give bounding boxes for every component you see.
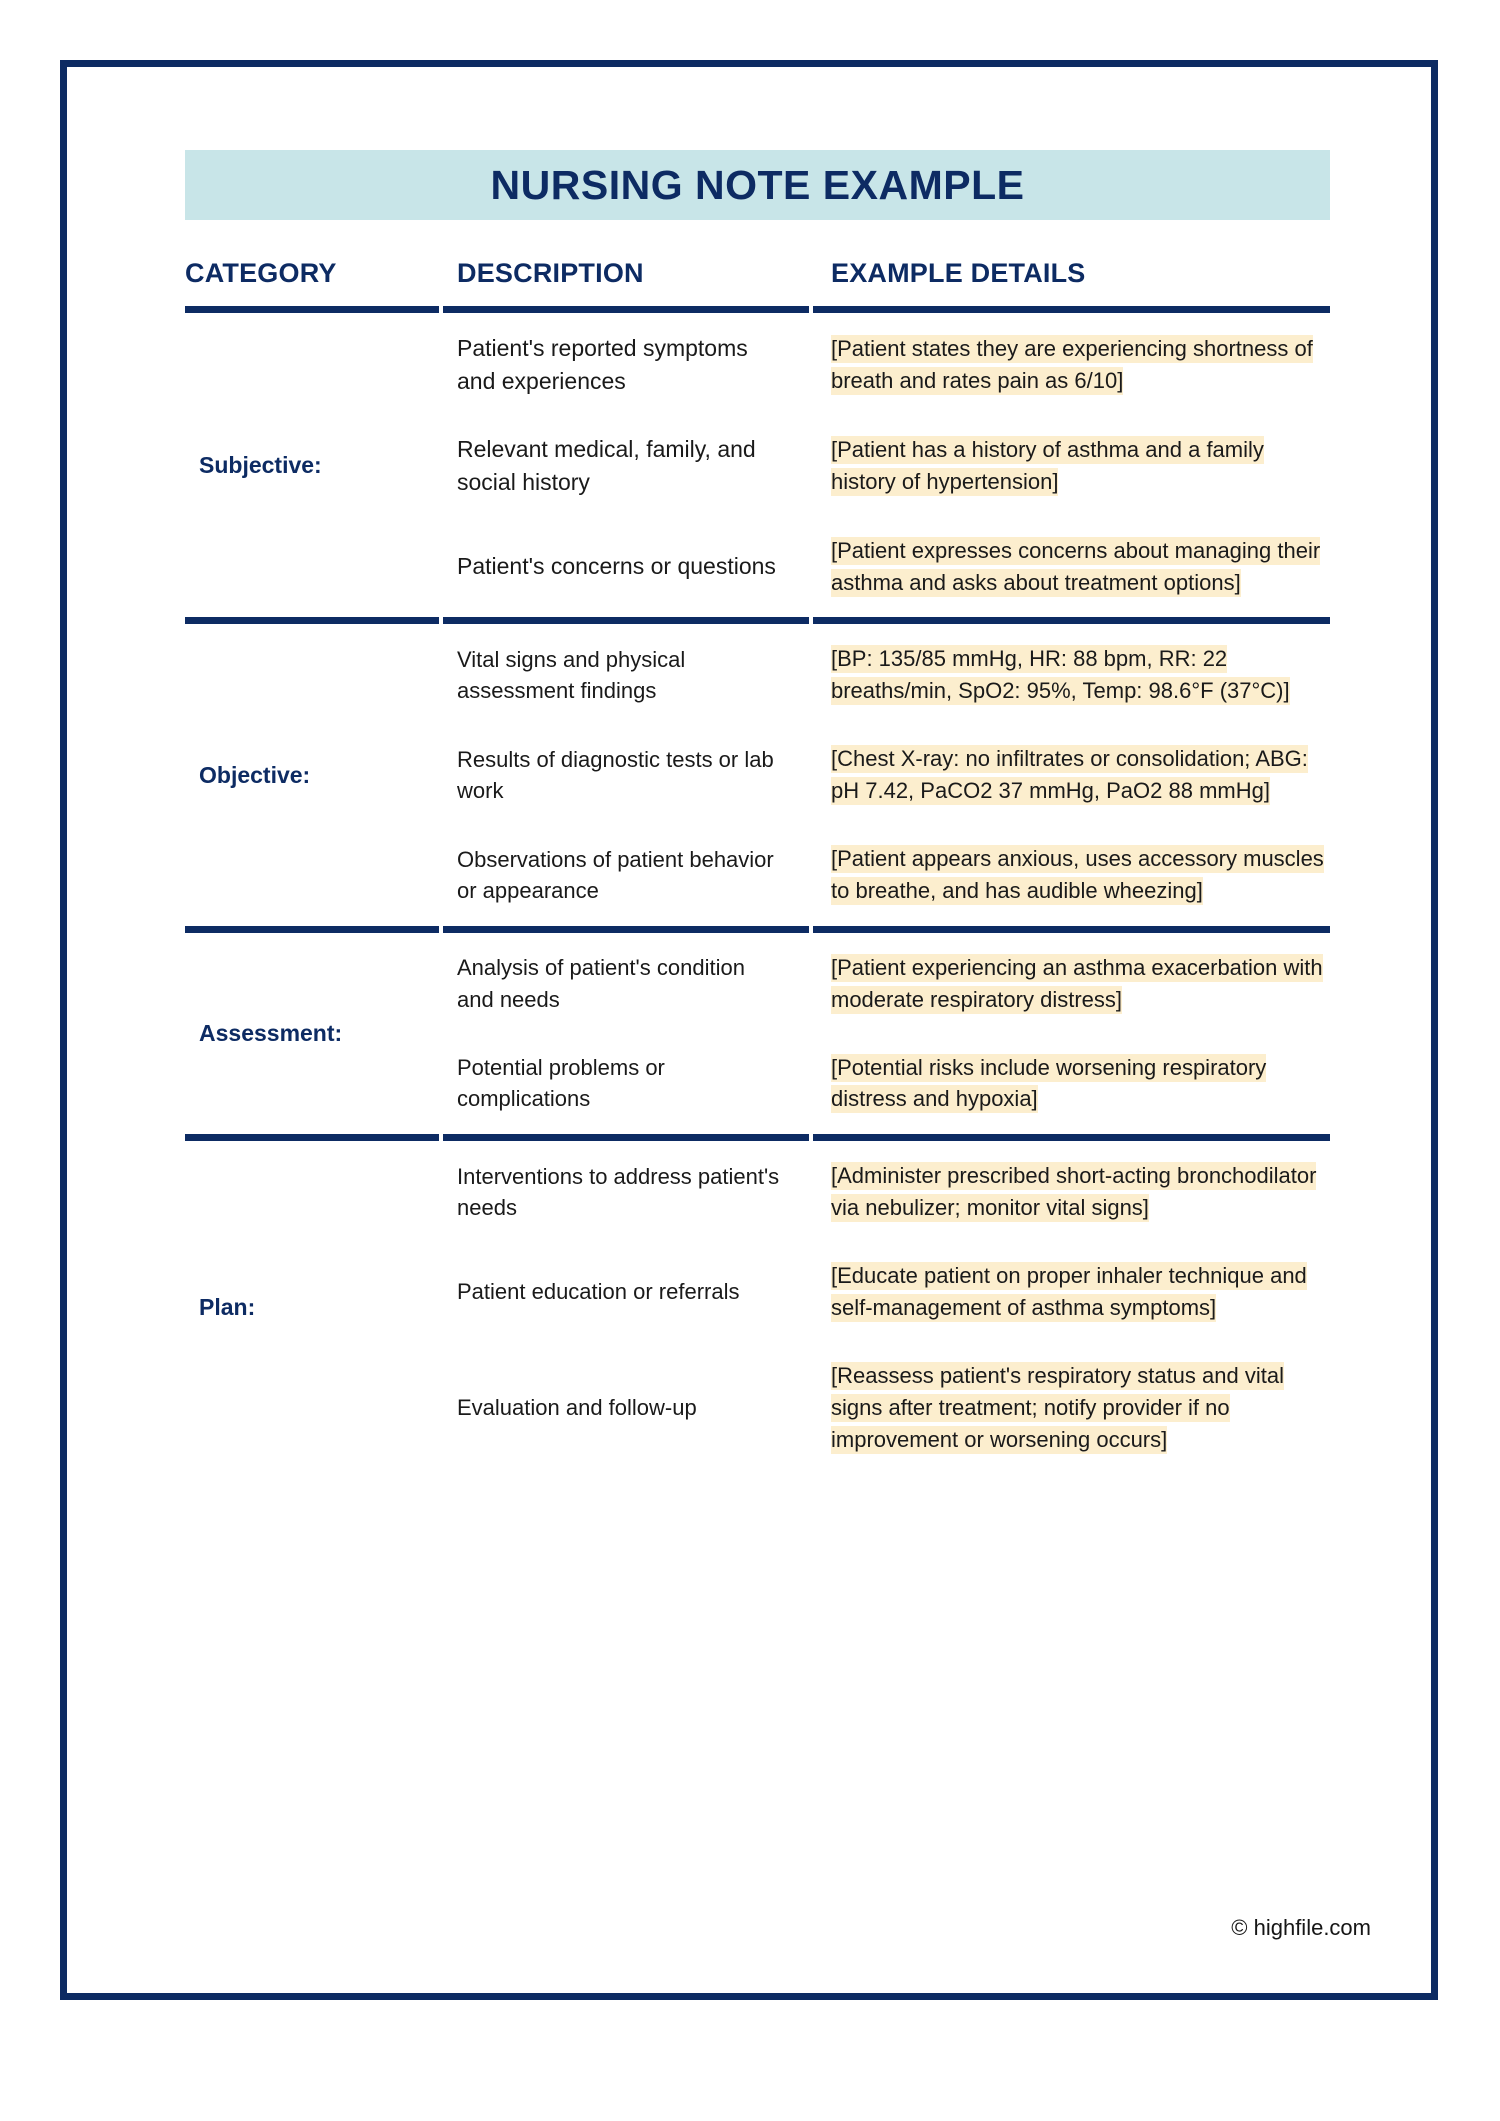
section-divider [185, 616, 1330, 625]
section-divider [185, 305, 1330, 314]
description-text: Results of diagnostic tests or lab work [457, 746, 774, 804]
description-text: Relevant medical, family, and social history [457, 436, 756, 495]
table-row [185, 625, 1330, 725]
description-text: Interventions to address patient's needs [457, 1163, 780, 1221]
document-content [185, 150, 1330, 1474]
example-detail-cell [813, 314, 1330, 415]
category-label: Plan: [199, 1294, 256, 1321]
example-detail-cell [813, 1034, 1330, 1134]
table-body [185, 305, 1330, 1474]
description-text: Patient's reported symptoms and experiences [457, 335, 748, 394]
table-row [185, 934, 1330, 1034]
description-text: Analysis of patient's condition and needs [457, 955, 745, 1012]
category-label: Subjective: [199, 451, 322, 478]
example-detail-text: [Administer prescribed short-acting bronchodilator via nebulizer; monitor vital signs] [831, 1163, 1317, 1221]
example-detail-cell [813, 1142, 1330, 1242]
column-header-category: CATEGORY [185, 258, 337, 288]
footer-credit: © highfile.com [1231, 1915, 1371, 1940]
example-detail-cell [813, 825, 1330, 925]
example-detail-text: [Patient expresses concerns about managing their asthma and asks about treatment options] [831, 537, 1321, 595]
example-detail-text: [Reassess patient's respiratory status and vital signs after treatment; notify provider if no improvement or worsening occurs] [831, 1362, 1284, 1452]
example-detail-cell [813, 517, 1330, 617]
column-header-description: DESCRIPTION [457, 258, 644, 288]
description-text: Patient's concerns or questions [457, 553, 776, 580]
example-detail-cell [813, 1242, 1330, 1342]
section-divider [185, 925, 1330, 934]
example-detail-text: [Educate patient on proper inhaler technique and self-management of asthma symptoms] [831, 1263, 1307, 1320]
nursing-note-table [185, 258, 1330, 1474]
example-detail-cell [813, 625, 1330, 725]
example-detail-text: [BP: 135/85 mmHg, HR: 88 bpm, RR: 22 breaths/min, SpO2: 95%, Temp: 98.6°F (37°C)] [831, 646, 1290, 704]
example-detail-text: [Patient experiencing an asthma exacerbation with moderate respiratory distress] [831, 954, 1323, 1012]
table-header-row [185, 258, 1330, 305]
page-title: NURSING NOTE EXAMPLE [490, 161, 1025, 208]
description-text: Observations of patient behavior or appearance [457, 846, 774, 903]
description-text: Potential problems or complications [457, 1055, 665, 1112]
example-detail-text: [Chest X-ray: no infiltrates or consolidation; ABG: pH 7.42, PaCO2 37 mmHg, PaO2 88 mmHg] [831, 746, 1308, 804]
category-label: Assessment: [199, 1020, 343, 1047]
table-row [185, 1142, 1330, 1242]
example-detail-cell [813, 415, 1330, 516]
example-detail-text: [Patient appears anxious, uses accessory muscles to breathe, and has audible wheezing] [831, 845, 1324, 903]
example-detail-cell [813, 725, 1330, 825]
description-text: Patient education or referrals [457, 1279, 740, 1305]
column-header-details: EXAMPLE DETAILS [831, 258, 1086, 288]
example-detail-cell [813, 934, 1330, 1034]
example-detail-text: [Patient states they are experiencing shortness of breath and rates pain as 6/10] [831, 335, 1313, 393]
description-text: Evaluation and follow-up [457, 1395, 697, 1421]
document-frame [60, 60, 1438, 2000]
example-detail-text: [Potential risks include worsening respiratory distress and hypoxia] [831, 1054, 1267, 1112]
title-banner [185, 150, 1330, 220]
section-divider [185, 1133, 1330, 1142]
example-detail-cell [813, 1342, 1330, 1474]
description-text: Vital signs and physical assessment findings [457, 647, 686, 704]
example-detail-text: [Patient has a history of asthma and a family history of hypertension] [831, 437, 1264, 494]
category-label: Objective: [199, 761, 311, 788]
table-row [185, 314, 1330, 415]
